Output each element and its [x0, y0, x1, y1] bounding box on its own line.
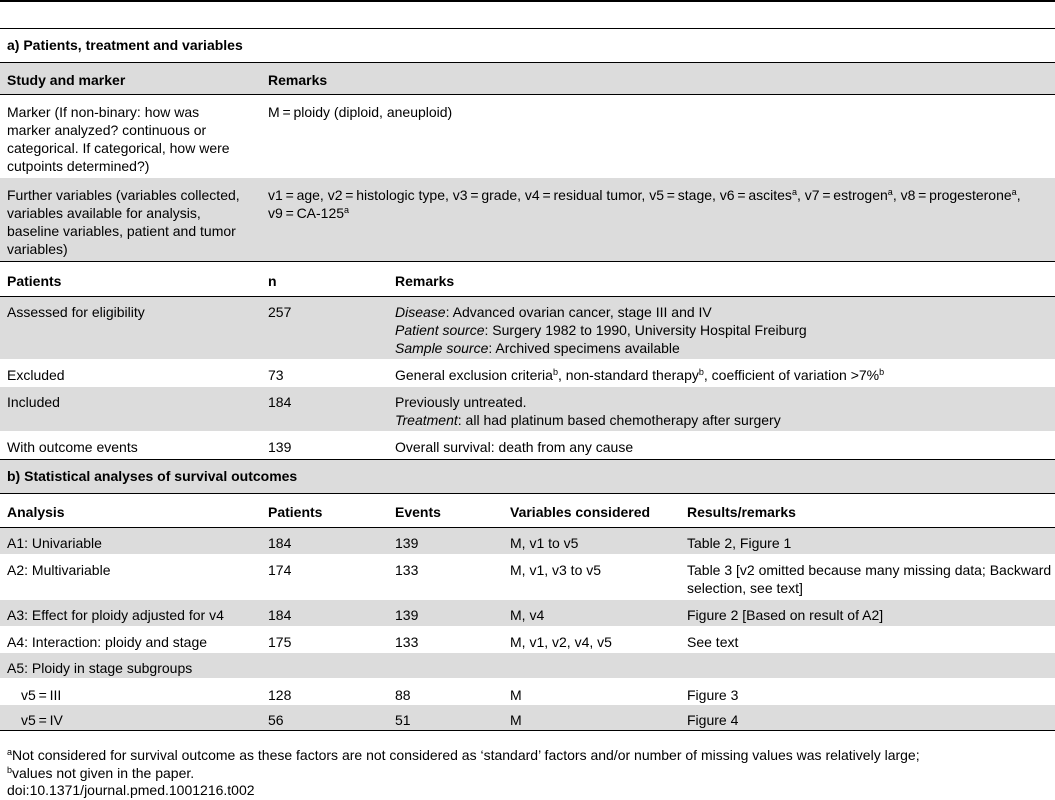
analysis-variables: M, v1, v2, v4, v5: [510, 634, 612, 650]
further-remark-5: v9 = CA-125: [268, 205, 345, 221]
analysis-events: 133: [395, 562, 419, 578]
section-a-title: a) Patients, treatment and variables: [7, 37, 243, 53]
analysis-patients: 175: [268, 634, 292, 650]
analysis-header-variables: Variables considered: [510, 504, 651, 520]
analysis-name: A3: Effect for ploidy adjusted for v4: [7, 607, 224, 623]
analysis-patients: 184: [268, 607, 292, 623]
footnote-a-text: Not considered for survival outcome as these factors are not considered as ‘standard’ factors and/or number of missing values was relatively large;: [12, 747, 920, 763]
footnote-b-ref: b: [698, 367, 704, 377]
analysis-results: [687, 558, 1055, 597]
analysis-variables: M: [510, 712, 522, 728]
analysis-header-patients: Patients: [268, 504, 323, 520]
marker-label: Marker (If non-binary: how was marker analyzed? continuous or categorical. If categorical, how were cutpoints determined?): [7, 104, 230, 174]
assessed-label: Assessed for eligibility: [7, 304, 145, 320]
study-header-row: [0, 62, 1055, 95]
analysis-results: See text: [687, 634, 739, 650]
study-header-col2: Remarks: [268, 72, 328, 88]
analysis-events: 133: [395, 634, 419, 650]
further-variables-row: [0, 178, 1055, 261]
analysis-name: A1: Univariable: [7, 535, 102, 551]
analysis-variables: M: [510, 687, 522, 703]
footnote-b-ref: b: [879, 367, 885, 377]
included-label: Included: [7, 394, 60, 410]
analysis-results-line-2: selection, see text]: [687, 580, 803, 596]
disease-label: Disease: [395, 304, 446, 320]
excluded-text-1: General exclusion criteria: [395, 367, 553, 383]
included-row: [0, 387, 1055, 432]
analysis-events: 51: [395, 712, 411, 728]
analysis-name: v5 = III: [21, 687, 62, 703]
analysis-variables: M, v1, v3 to v5: [510, 562, 602, 578]
footnote-a-ref: a: [887, 187, 893, 197]
analysis-name: v5 = IV: [21, 712, 63, 728]
further-variables-remark: [268, 183, 1055, 222]
section-b-title-row: [0, 459, 1055, 493]
disease-text: : Advanced ovarian cancer, stage III and IV: [445, 304, 712, 320]
sample-source-label: Sample source: [395, 340, 489, 356]
outcome-label: With outcome events: [7, 439, 138, 455]
marker-row: [0, 95, 1055, 178]
included-remark: [395, 390, 781, 429]
analysis-header-analysis: Analysis: [7, 504, 65, 520]
excluded-text-2: , non-standard therapy: [557, 367, 699, 383]
treatment-label: Treatment: [395, 412, 458, 428]
section-a-title-row: [0, 29, 1055, 62]
further-remark-3: , v8 = progesterone: [892, 187, 1012, 203]
analysis-header-events: Events: [395, 504, 441, 520]
analysis-patients: 184: [268, 535, 292, 551]
footnote-b: [7, 764, 194, 782]
analysis-events: 139: [395, 535, 419, 551]
section-b-title: b) Statistical analyses of survival outcomes: [7, 468, 298, 484]
further-remark-1: v1 = age, v2 = histologic type, v3 = grade, v4 = residual tumor, v5 = stage, v6 = ascites: [268, 187, 792, 203]
analysis-name: A5: Ploidy in stage subgroups: [7, 660, 193, 676]
analysis-variables: M, v1 to v5: [510, 535, 579, 551]
table-row: [0, 555, 1055, 600]
assessed-n: 257: [268, 304, 292, 320]
footnote-b-mark: b: [7, 765, 13, 775]
included-n: 184: [268, 394, 292, 410]
excluded-text-3: , coefficient of variation >7%: [703, 367, 880, 383]
outcome-n: 139: [268, 439, 292, 455]
table-row: [0, 705, 1055, 731]
analysis-results: Figure 4: [687, 712, 739, 728]
analysis-header-row: [0, 493, 1055, 528]
footnote-b-ref: b: [552, 367, 558, 377]
analysis-patients: 128: [268, 687, 292, 703]
patients-header-col3: Remarks: [395, 273, 455, 289]
excluded-n: 73: [268, 367, 284, 383]
analysis-events: 88: [395, 687, 411, 703]
table-row: [0, 600, 1055, 627]
table-row: [0, 528, 1055, 555]
analysis-events: 139: [395, 607, 419, 623]
patient-source-label: Patient source: [395, 322, 485, 338]
footnote-a-mark: a: [7, 747, 13, 757]
analysis-results: Table 2, Figure 1: [687, 535, 792, 551]
excluded-row: [0, 360, 1055, 387]
footnote-a-ref: a: [791, 187, 797, 197]
outcome-remark: Overall survival: death from any cause: [395, 439, 634, 455]
excluded-label: Excluded: [7, 367, 65, 383]
footnote-a-ref: a: [344, 205, 350, 215]
analysis-name: A4: Interaction: ploidy and stage: [7, 634, 208, 650]
marker-remark: M = ploidy (diploid, aneuploid): [268, 104, 453, 120]
included-line-1: Previously untreated.: [395, 394, 527, 410]
analysis-variables: M, v4: [510, 607, 545, 623]
patients-header-row: [0, 261, 1055, 297]
analysis-patients: 56: [268, 712, 284, 728]
sample-source-text: : Archived specimens available: [488, 340, 680, 356]
outcome-row: [0, 432, 1055, 459]
patients-header-col2: n: [268, 273, 277, 289]
excluded-remark: [395, 363, 884, 384]
table-row: [0, 679, 1055, 705]
top-rule: [0, 0, 1055, 2]
further-remark-4: ,: [1016, 187, 1021, 203]
further-variables-label: Further variables (variables collected, variables available for analysis, baseline variables, patient and tumor variables): [7, 187, 240, 257]
analysis-results: Figure 3: [687, 687, 739, 703]
footnote-a-ref: a: [1011, 187, 1017, 197]
analysis-results-line-1: Table 3 [v2 omitted because many missing data; Backward: [687, 562, 1052, 578]
analysis-patients: 174: [268, 562, 292, 578]
table-row: [0, 653, 1055, 679]
analysis-name: A2: Multivariable: [7, 562, 111, 578]
footnote-b-text: values not given in the paper.: [12, 765, 195, 781]
analysis-results: Figure 2 [Based on result of A2]: [687, 607, 884, 623]
analysis-header-results: Results/remarks: [687, 504, 796, 520]
further-remark-2: , v7 = estrogen: [796, 187, 888, 203]
treatment-text: : all had platinum based chemotherapy after surgery: [457, 412, 781, 428]
assessed-remarks: [395, 300, 807, 357]
patients-header-col1: Patients: [7, 273, 62, 289]
patient-source-text: : Surgery 1982 to 1990, University Hospital Freiburg: [484, 322, 807, 338]
study-header-col1: Study and marker: [7, 72, 126, 88]
doi-text[interactable]: doi:10.1371/journal.pmed.1001216.t002: [7, 782, 255, 798]
footnote-a: [7, 746, 920, 764]
assessed-row: [0, 297, 1055, 360]
table-row: [0, 627, 1055, 653]
